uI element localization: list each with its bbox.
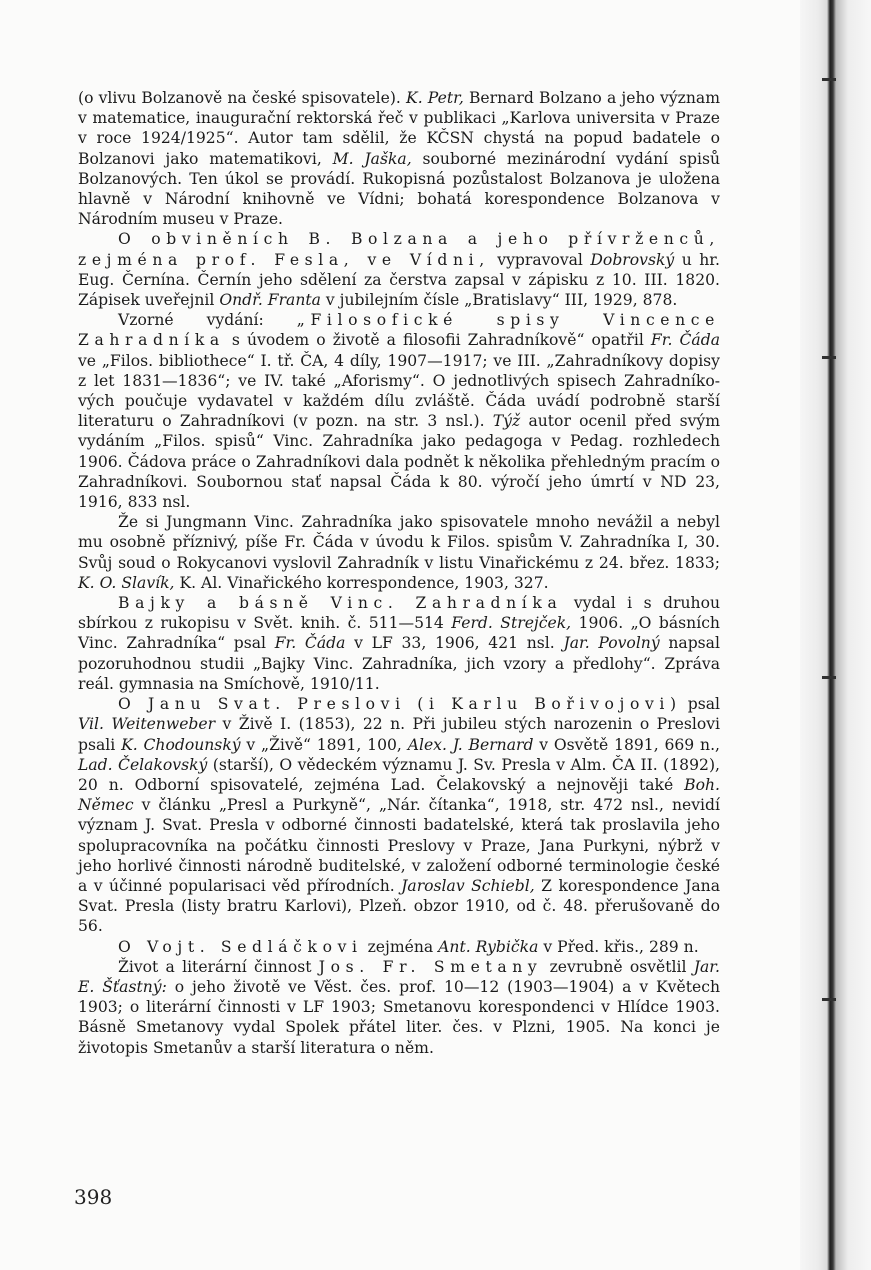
italic-citation: Jaroslav Schiebl, [401,876,535,895]
text-run: Že si Jungmann Vinc. Zahradníka jako spisovatele mnoho nevážil a nebyl mu osobně příznivý, píše Fr. Čáda v úvodu k Filos. spisům V. Zahradníka I, 30. Svůj soud o Rokycanovi vyslovil Zahradník v listu Vinařickému z 24. břez. 1833; [78,513,720,572]
binding-thread-mark [822,356,836,359]
text-run: s úvodem o životě a filosofii Zahradníkově“ opatřil [224,331,651,350]
text-run: K. Al. Vinařického korrespondence, 1903, 327. [174,573,549,592]
body-text [78,88,720,1058]
italic-citation: Fr. Čáda [274,634,346,653]
text-run: autor ocenil před svým vydáním „Filos. spisů“ Vinc. Zahradníka jako pedagoga v Pedag. rozhledech 1906. Čádova práce o Zahradníkovi dala podnět k několika přehledným pracím o Zahradníkovi. Soubornou stať napsal Čáda k 80. výročí jeho úmrtí v ND 23, 1916, 833 nsl. [78,412,720,512]
text-run: o jeho životě ve Věst. čes. prof. 10—12 (1903—1904) a v Květech 1903; o literární činnosti v LF 1903; Smetanovu korespondenci v Hlídce 1903. Básně Smetanovy vydal Spolek přátel liter. čes. v Plzni, 1905. Na konci je životopis Smetanův a starší literatura o něm. [78,977,720,1057]
italic-citation: Jar. Povolný [563,634,660,653]
text-run: v Živě I. (1853), 22 n. Při jubileu stých narozenin o Preslovi psali [78,715,721,754]
text-run: v Osvětě 1891, 669 n., [533,735,720,754]
paragraph [78,937,720,957]
spaced-emphasis: Jos. Fr. Smetany [318,957,543,976]
italic-citation: Vil. Weitenweber [78,715,216,734]
italic-citation: Ant. Rybička [438,937,539,956]
paragraph [78,88,720,229]
text-run: v článku „Presl a Purkyně“, „Nár. čítanka“, 1918, str. 472 nsl., nevidí význam J. Svat. Presla v odborné činnosti badatelské, která tak proslavila jeho spolupracovníka na počátku činnosti Preslovy v Praze, Jana Purkyni, nýbrž v jeho horlivé činnosti národně buditelské, v založení odborné terminologie české a v účinné popularisaci věd přírodních. [78,796,720,895]
italic-citation: Alex. J. Bernard [407,735,534,754]
italic-citation: Dobrovský [590,250,675,269]
italic-citation: Ferd. Strejček, [451,614,572,633]
paragraph [78,593,720,694]
italic-citation: K. Petr, [406,89,464,107]
text-run: Vzorné vydání: [118,311,297,330]
text-run: vypravoval [489,250,591,269]
italic-citation: Jar. E. Šťastný: [78,957,720,996]
binding-thread-mark [822,998,836,1001]
text-run: Život a literární činnost [118,957,319,976]
text-run: v jubilejním čísle „Bratislavy“ III, 1929, 878. [320,291,678,310]
paragraph [78,229,720,310]
text-run: Bernard Bolzano a jeho význam v matematice, inaugurační rektorská řeč v publikaci „Karlova universita v Praze v roce 1924/1925“. Autor tam sdělil, že KČSN chystá na popud badatele o Bolzanovi jako matematikovi, [78,89,721,168]
book-binding-edge [800,0,871,1270]
text-run: vydal i s druhou sbírkou z rukopisu v Svět. knih. č. 511—514 [78,594,720,633]
italic-citation: Boh. Němec [78,775,720,815]
paragraph [78,310,720,512]
text-run: v LF 33, 1906, 421 nsl. [345,634,564,653]
italic-citation: K. Chodounský [121,735,241,754]
spaced-emphasis: „Filosofické spisy Vincence Zahradníka [78,311,721,350]
text-run: u hr. Eug. Černína. Černín jeho sdělení za čerstva zapsal v zápisku z 10. III. 1820. Zápisek uveřejnil [78,250,720,310]
italic-citation: Ondř. Franta [219,291,321,310]
italic-citation: M. Jaška, [332,149,412,168]
paragraph [78,694,720,936]
binding-thread-mark [822,676,836,679]
binding-thread-mark [822,78,836,81]
spaced-emphasis: Bajky a básně Vinc. Zahradníka [118,594,563,613]
paragraph [78,957,720,1058]
italic-citation: Týž [492,412,521,431]
paragraph [78,512,720,593]
text-run: souborné mezinárodní vydání spisů Bolzanových. Ten úkol se provádí. Rukopisná pozůstalost Bolzanova je uložena hlavně v Národní knihovně ve Vídni; bohatá korespondence Bolzanova v Národním museu v Praze. [78,149,721,229]
text-run: psal [681,695,720,714]
text-run: v „Živě“ 1891, 100, [240,735,408,754]
spaced-emphasis: O obviněních B. Bolzana a jeho přívrženců, zejména prof. Fesla, ve Vídni, [78,230,720,269]
text-run: 1906. „O básních Vinc. Zahradníka“ psal [78,614,720,653]
text-run: ve „Filos. bibliothece“ I. tř. ČA, 4 díly, 1907—1917; ve III. „Zahradníkovy dopisy z let 1831—1836“; ve IV. také „Aforismy“. O jednotlivých spisech Zahradníkových poučuje vydavatel v každém dílu zvláště. Čáda uvádí podrobně starší literaturu o Zahradníkovi (v pozn. na str. 3 nsl.). [78,351,720,431]
italic-citation: Fr. Čáda [650,331,721,350]
page-number: 398 [74,1185,113,1209]
text-run: v Před. křis., 289 n. [538,937,699,956]
text-run: (starší), O vědeckém významu J. Sv. Presla v Alm. ČA II. (1892), 20 n. Odborní spisovatelé, zejména Lad. Čelakovský a nejnověji také [78,755,720,794]
text-run: zevrubně osvětlil [542,957,694,976]
spaced-emphasis: O Vojt. Sedláčkovi [118,937,363,956]
text-run: zejména [362,937,439,956]
text-run: Z korespondence Jana Svat. Presla (listy bratru Karlovi), Plzeň. obzor 1910, od č. 48. přerušovaně do 56. [78,876,720,936]
text-run: napsal pozoruhodnou studii „Bajky Vinc. Zahradníka, jich vzory a předlohy“. Zpráva reál. gymnasia na Smíchově, 1910/11. [78,634,720,693]
spaced-emphasis: O Janu Svat. Preslovi (i Karlu Bořivojovi) [118,695,682,714]
text-run: (o vlivu Bolzanově na české spisovatele). [78,89,407,107]
italic-citation: Lad. Čelakovský [78,755,208,774]
italic-citation: K. O. Slavík, [78,573,175,592]
